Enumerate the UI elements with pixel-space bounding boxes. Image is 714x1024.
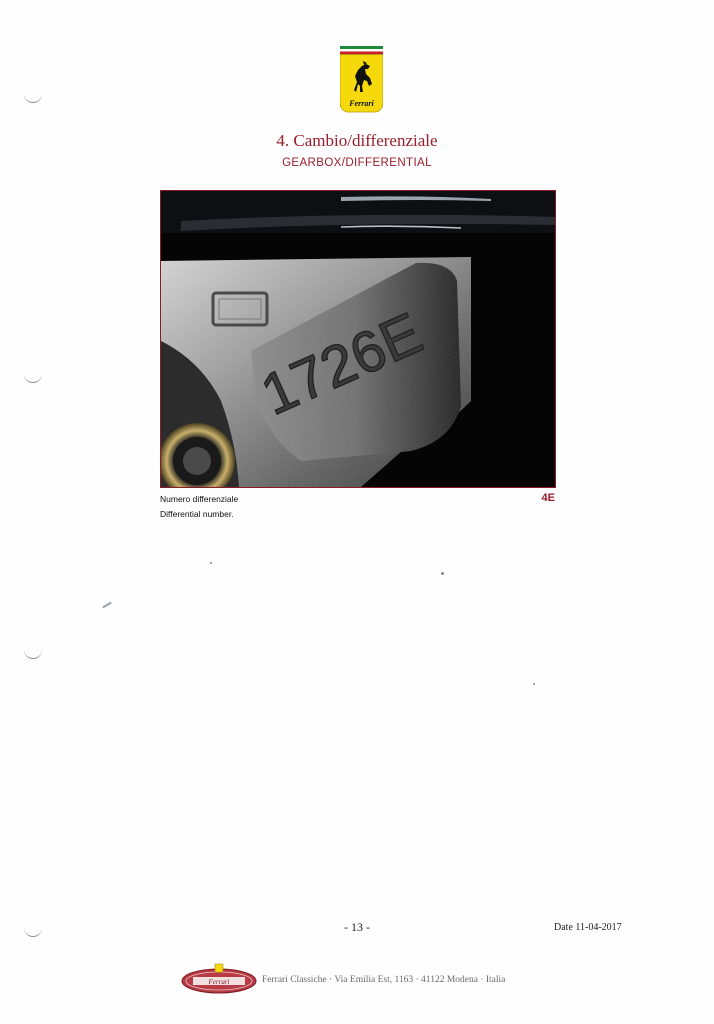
ferrari-shield-logo (340, 46, 383, 114)
svg-text:1726E: 1726E (251, 300, 432, 428)
footer-address: Ferrari Classiche · Via Emilia Est, 1163 · 41122 Modena · Italia (262, 975, 506, 985)
punch-hole-mark (24, 648, 42, 659)
differential-photo (160, 190, 556, 488)
document-date: Date 11-04-2017 (554, 922, 622, 933)
ferrari-oval-icon (181, 962, 257, 996)
ferrari-classiche-emblem (181, 962, 257, 996)
section-subtitle: GEARBOX/DIFFERENTIAL (282, 157, 432, 169)
section-title: 4. Cambio/differenziale (276, 131, 438, 150)
svg-text:Ferrari: Ferrari (208, 977, 230, 986)
caption-english: Differential number. (160, 509, 234, 519)
caption-italian: Numero differenziale (160, 494, 239, 504)
punch-hole-mark (24, 372, 42, 383)
scan-speck (102, 602, 112, 609)
photo-code: 4E (541, 492, 555, 504)
svg-text:Ferrari: Ferrari (349, 99, 374, 108)
scan-speck (533, 683, 535, 685)
scan-speck (441, 572, 444, 575)
punch-hole-mark (24, 92, 42, 103)
scan-speck (210, 562, 212, 564)
prancing-horse-icon (340, 46, 383, 114)
page-number: - 13 - (344, 920, 370, 934)
